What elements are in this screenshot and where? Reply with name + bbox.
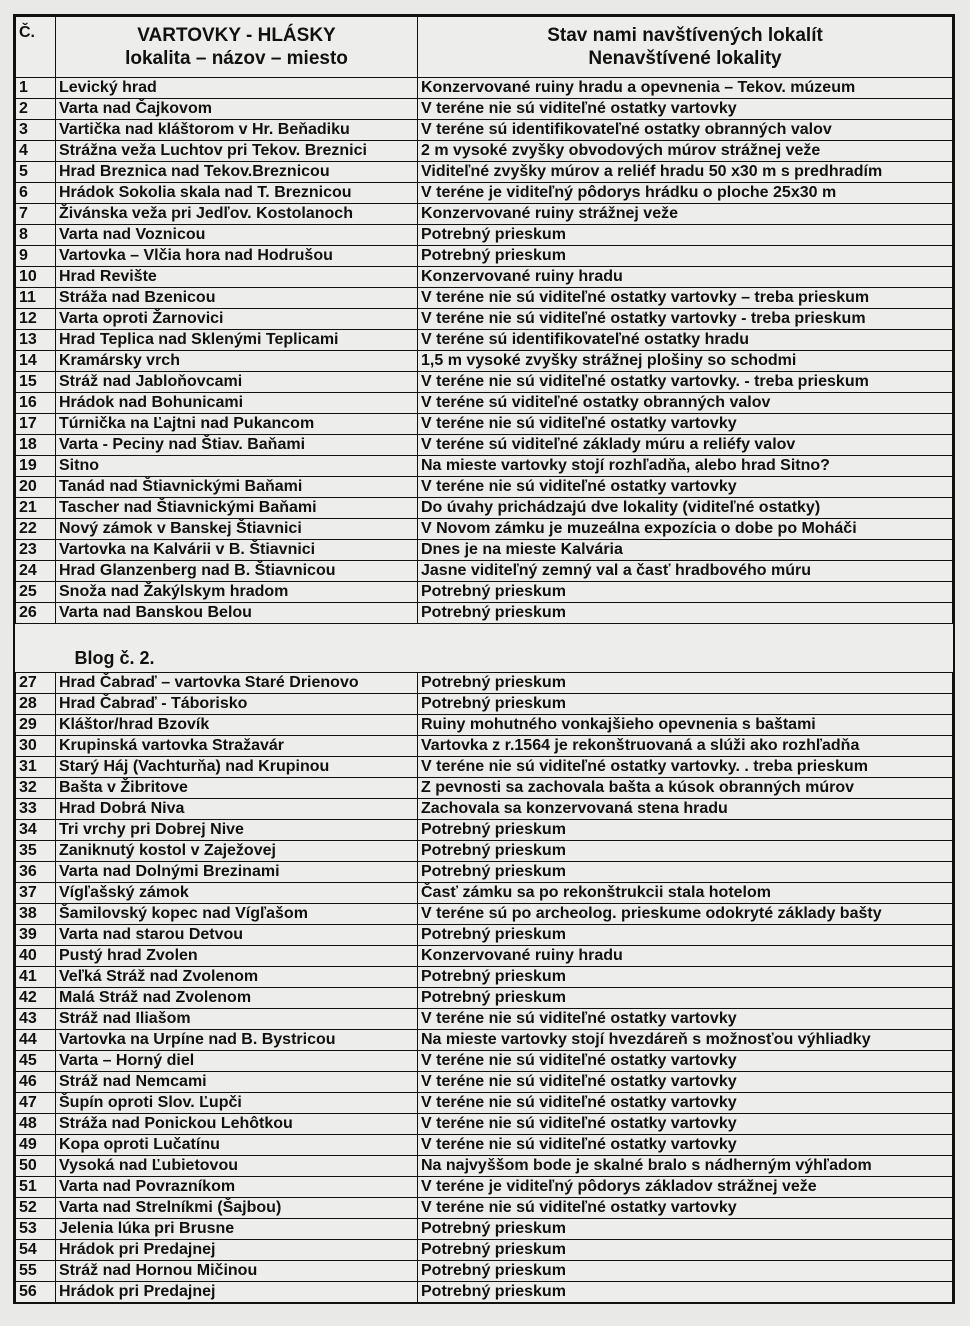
row-location-name: Šamilovský kopec nad Vígľašom <box>56 904 418 925</box>
table-row <box>16 1093 953 1114</box>
row-number: 2 <box>16 99 56 120</box>
row-location-name: Kramársky vrch <box>56 351 418 372</box>
row-status: V teréne nie sú viditeľné ostatky vartovky <box>418 1135 953 1156</box>
row-status: Potrebný prieskum <box>418 925 953 946</box>
locations-table <box>15 16 953 1303</box>
header-name <box>56 17 418 78</box>
row-location-name: Varta nad Čajkovom <box>56 99 418 120</box>
row-status: Potrebný prieskum <box>418 1282 953 1303</box>
row-location-name: Hrad Čabraď – vartovka Staré Drienovo <box>56 673 418 694</box>
row-status: V teréne nie sú viditeľné ostatky vartovky <box>418 1009 953 1030</box>
row-number: 29 <box>16 715 56 736</box>
row-status: Na mieste vartovky stojí rozhľadňa, alebo hrad Sitno? <box>418 456 953 477</box>
row-number: 5 <box>16 162 56 183</box>
row-number: 22 <box>16 519 56 540</box>
row-number: 13 <box>16 330 56 351</box>
table-row <box>16 309 953 330</box>
row-status: Na mieste vartovky stojí hvezdáreň s možnosťou výhliadky <box>418 1030 953 1051</box>
row-status: Potrebný prieskum <box>418 862 953 883</box>
table-row <box>16 736 953 757</box>
row-status: V teréne nie sú viditeľné ostatky vartovky <box>418 1198 953 1219</box>
header-name-line1: VARTOVKY - HLÁSKY <box>137 25 336 46</box>
row-number: 38 <box>16 904 56 925</box>
header-status-line1: Stav nami navštívených lokalít <box>547 25 823 46</box>
row-status: Zachovala sa konzervovaná stena hradu <box>418 799 953 820</box>
table-row <box>16 1198 953 1219</box>
table-row <box>16 414 953 435</box>
table-row <box>16 330 953 351</box>
row-status: V teréne nie sú viditeľné ostatky vartovky <box>418 1051 953 1072</box>
row-status: Potrebný prieskum <box>418 988 953 1009</box>
table-row <box>16 778 953 799</box>
table-row <box>16 673 953 694</box>
row-location-name: Hrádok Sokolia skala nad T. Breznicou <box>56 183 418 204</box>
table-row <box>16 372 953 393</box>
row-number: 50 <box>16 1156 56 1177</box>
blog-divider <box>16 624 953 673</box>
row-status: Potrebný prieskum <box>418 1261 953 1282</box>
row-number: 21 <box>16 498 56 519</box>
row-number: 33 <box>16 799 56 820</box>
row-status: V teréne je viditeľný pôdorys hrádku o ploche 25x30 m <box>418 183 953 204</box>
row-location-name: Vartovka na Urpíne nad B. Bystricou <box>56 1030 418 1051</box>
table-row <box>16 183 953 204</box>
table-row <box>16 603 953 624</box>
row-status: Potrebný prieskum <box>418 225 953 246</box>
table-row <box>16 946 953 967</box>
header-status-line2: Nenavštívené lokality <box>588 48 782 69</box>
table-row <box>16 694 953 715</box>
row-location-name: Bašta v Žibritove <box>56 778 418 799</box>
row-location-name: Nový zámok v Banskej Štiavnici <box>56 519 418 540</box>
table-row <box>16 99 953 120</box>
row-location-name: Starý Háj (Vachturňa) nad Krupinou <box>56 757 418 778</box>
row-status: 1,5 m vysoké zvyšky strážnej plošiny so schodmi <box>418 351 953 372</box>
row-number: 35 <box>16 841 56 862</box>
row-number: 54 <box>16 1240 56 1261</box>
row-location-name: Vartička nad kláštorom v Hr. Beňadiku <box>56 120 418 141</box>
row-location-name: Hrad Revište <box>56 267 418 288</box>
row-location-name: Snoža nad Žakýlskym hradom <box>56 582 418 603</box>
row-status: Viditeľné zvyšky múrov a reliéf hradu 50 x30 m s predhradím <box>418 162 953 183</box>
row-status: V teréne nie sú viditeľné ostatky vartovky. - treba prieskum <box>418 372 953 393</box>
header-number: Č. <box>16 17 56 78</box>
row-number: 23 <box>16 540 56 561</box>
table-row <box>16 1030 953 1051</box>
row-status: V teréne sú viditeľné základy múru a reliéfy valov <box>418 435 953 456</box>
row-status: Jasne viditeľný zemný val a časť hradbového múru <box>418 561 953 582</box>
row-location-name: Varta - Peciny nad Štiav. Baňami <box>56 435 418 456</box>
row-location-name: Varta nad Strelníkmi (Šajbou) <box>56 1198 418 1219</box>
row-location-name: Stráža nad Ponickou Lehôtkou <box>56 1114 418 1135</box>
row-number: 34 <box>16 820 56 841</box>
table-body-part2 <box>16 673 953 1303</box>
row-location-name: Jelenia lúka pri Brusne <box>56 1219 418 1240</box>
row-number: 45 <box>16 1051 56 1072</box>
row-status: Do úvahy prichádzajú dve lokality (viditeľné ostatky) <box>418 498 953 519</box>
table-row <box>16 267 953 288</box>
row-status: Potrebný prieskum <box>418 673 953 694</box>
table-row <box>16 1240 953 1261</box>
row-status: V teréne nie sú viditeľné ostatky vartovky <box>418 1093 953 1114</box>
table-row <box>16 435 953 456</box>
row-status: V teréne nie sú viditeľné ostatky vartovky <box>418 477 953 498</box>
row-location-name: Tanád nad Štiavnickými Baňami <box>56 477 418 498</box>
row-location-name: Sitno <box>56 456 418 477</box>
table-row <box>16 967 953 988</box>
table-row <box>16 1282 953 1303</box>
blog-heading: Blog č. 2. <box>74 648 155 668</box>
row-status: Potrebný prieskum <box>418 582 953 603</box>
row-number: 52 <box>16 1198 56 1219</box>
row-location-name: Šupín oproti Slov. Ľupči <box>56 1093 418 1114</box>
row-number: 26 <box>16 603 56 624</box>
row-number: 7 <box>16 204 56 225</box>
row-number: 17 <box>16 414 56 435</box>
row-number: 24 <box>16 561 56 582</box>
row-status: Potrebný prieskum <box>418 246 953 267</box>
row-location-name: Vartovka na Kalvárii v B. Štiavnici <box>56 540 418 561</box>
table-row <box>16 498 953 519</box>
table-row <box>16 1177 953 1198</box>
row-location-name: Kláštor/hrad Bzovík <box>56 715 418 736</box>
table-row <box>16 1114 953 1135</box>
row-location-name: Hrádok pri Predajnej <box>56 1282 418 1303</box>
row-status: V teréne sú identifikovateľné ostatky hradu <box>418 330 953 351</box>
row-number: 42 <box>16 988 56 1009</box>
row-status: 2 m vysoké zvyšky obvodových múrov strážnej veže <box>418 141 953 162</box>
table-row <box>16 1219 953 1240</box>
row-number: 6 <box>16 183 56 204</box>
table-row <box>16 288 953 309</box>
table-row <box>16 862 953 883</box>
row-number: 56 <box>16 1282 56 1303</box>
row-location-name: Krupinská vartovka Stražavár <box>56 736 418 757</box>
row-number: 55 <box>16 1261 56 1282</box>
row-location-name: Vysoká nad Ľubietovou <box>56 1156 418 1177</box>
table-row <box>16 225 953 246</box>
table-row <box>16 477 953 498</box>
table-row <box>16 204 953 225</box>
row-number: 53 <box>16 1219 56 1240</box>
row-number: 47 <box>16 1093 56 1114</box>
row-location-name: Tri vrchy pri Dobrej Nive <box>56 820 418 841</box>
row-status: V teréne nie sú viditeľné ostatky vartovky <box>418 1072 953 1093</box>
row-number: 10 <box>16 267 56 288</box>
row-location-name: Vartovka – Vlčia hora nad Hodrušou <box>56 246 418 267</box>
row-status: V teréne nie sú viditeľné ostatky vartovky <box>418 1114 953 1135</box>
row-location-name: Vígľašský zámok <box>56 883 418 904</box>
row-status: V teréne nie sú viditeľné ostatky vartovky. . treba prieskum <box>418 757 953 778</box>
table-row <box>16 841 953 862</box>
row-location-name: Stráž nad Jabloňovcami <box>56 372 418 393</box>
row-status: V teréne nie sú viditeľné ostatky vartovky - treba prieskum <box>418 309 953 330</box>
row-number: 36 <box>16 862 56 883</box>
row-status: Potrebný prieskum <box>418 841 953 862</box>
table-row <box>16 988 953 1009</box>
row-number: 14 <box>16 351 56 372</box>
row-status: Na najvyššom bode je skalné bralo s nádherným výhľadom <box>418 1156 953 1177</box>
row-number: 44 <box>16 1030 56 1051</box>
table-row <box>16 883 953 904</box>
row-number: 8 <box>16 225 56 246</box>
table-header-row <box>16 17 953 78</box>
document-sheet <box>13 14 955 1304</box>
header-name-line2: lokalita – názov – miesto <box>125 48 348 69</box>
row-number: 43 <box>16 1009 56 1030</box>
row-location-name: Varta nad Voznicou <box>56 225 418 246</box>
table-row <box>16 246 953 267</box>
row-status: Potrebný prieskum <box>418 820 953 841</box>
row-number: 51 <box>16 1177 56 1198</box>
row-number: 19 <box>16 456 56 477</box>
row-status: Konzervované ruiny hradu <box>418 267 953 288</box>
row-status: V teréne nie sú viditeľné ostatky vartovky <box>418 99 953 120</box>
table-row <box>16 1009 953 1030</box>
table-row <box>16 820 953 841</box>
row-status: Dnes je na mieste Kalvária <box>418 540 953 561</box>
table-row <box>16 715 953 736</box>
row-location-name: Hrad Teplica nad Sklenými Teplicami <box>56 330 418 351</box>
table-row <box>16 582 953 603</box>
blog-heading-row <box>16 624 953 673</box>
row-number: 4 <box>16 141 56 162</box>
table-row <box>16 1051 953 1072</box>
table-row <box>16 561 953 582</box>
row-number: 30 <box>16 736 56 757</box>
row-location-name: Hrádok nad Bohunicami <box>56 393 418 414</box>
row-status: Potrebný prieskum <box>418 694 953 715</box>
row-location-name: Stráž nad Iliašom <box>56 1009 418 1030</box>
row-status: Z pevnosti sa zachovala bašta a kúsok obranných múrov <box>418 778 953 799</box>
row-number: 37 <box>16 883 56 904</box>
row-status: Potrebný prieskum <box>418 1219 953 1240</box>
table-row <box>16 78 953 99</box>
row-location-name: Levický hrad <box>56 78 418 99</box>
table-row <box>16 757 953 778</box>
row-number: 12 <box>16 309 56 330</box>
row-location-name: Varta – Horný diel <box>56 1051 418 1072</box>
row-number: 39 <box>16 925 56 946</box>
table-row <box>16 120 953 141</box>
row-location-name: Stráža nad Bzenicou <box>56 288 418 309</box>
row-number: 20 <box>16 477 56 498</box>
row-number: 31 <box>16 757 56 778</box>
row-location-name: Živánska veža pri Jedľov. Kostolanoch <box>56 204 418 225</box>
row-number: 18 <box>16 435 56 456</box>
row-status: V teréne nie sú viditeľné ostatky vartovky – treba prieskum <box>418 288 953 309</box>
table-row <box>16 540 953 561</box>
table-body-part1 <box>16 78 953 624</box>
header-status <box>418 17 953 78</box>
row-status: V teréne sú viditeľné ostatky obranných valov <box>418 393 953 414</box>
row-location-name: Veľká Stráž nad Zvolenom <box>56 967 418 988</box>
row-location-name: Stráž nad Nemcami <box>56 1072 418 1093</box>
row-location-name: Stráž nad Hornou Mičinou <box>56 1261 418 1282</box>
table-row <box>16 904 953 925</box>
table-row <box>16 1072 953 1093</box>
row-location-name: Varta nad Dolnými Brezinami <box>56 862 418 883</box>
row-location-name: Zaniknutý kostol v Zaježovej <box>56 841 418 862</box>
row-status: Vartovka z r.1564 je rekonštruovaná a slúži ako rozhľadňa <box>418 736 953 757</box>
row-number: 16 <box>16 393 56 414</box>
table-row <box>16 456 953 477</box>
row-number: 40 <box>16 946 56 967</box>
row-status: V teréne nie sú viditeľné ostatky vartovky <box>418 414 953 435</box>
row-status: Konzervované ruiny hradu <box>418 946 953 967</box>
row-location-name: Hrádok pri Predajnej <box>56 1240 418 1261</box>
row-location-name: Varta nad Banskou Belou <box>56 603 418 624</box>
row-location-name: Hrad Breznica nad Tekov.Breznicou <box>56 162 418 183</box>
table-row <box>16 925 953 946</box>
table-row <box>16 162 953 183</box>
row-location-name: Malá Stráž nad Zvolenom <box>56 988 418 1009</box>
row-number: 49 <box>16 1135 56 1156</box>
row-status: Potrebný prieskum <box>418 603 953 624</box>
row-number: 15 <box>16 372 56 393</box>
row-status: V teréne je viditeľný pôdorys základov strážnej veže <box>418 1177 953 1198</box>
table-row <box>16 1156 953 1177</box>
table-row <box>16 1261 953 1282</box>
row-location-name: Hrad Dobrá Niva <box>56 799 418 820</box>
row-location-name: Varta nad Povrazníkom <box>56 1177 418 1198</box>
row-status: Ruiny mohutného vonkajšieho opevnenia s baštami <box>418 715 953 736</box>
row-location-name: Varta oproti Žarnovici <box>56 309 418 330</box>
row-location-name: Tascher nad Štiavnickými Baňami <box>56 498 418 519</box>
row-location-name: Kopa oproti Lučatínu <box>56 1135 418 1156</box>
row-number: 11 <box>16 288 56 309</box>
row-status: Konzervované ruiny hradu a opevnenia – Tekov. múzeum <box>418 78 953 99</box>
row-location-name: Varta nad starou Detvou <box>56 925 418 946</box>
table-row <box>16 799 953 820</box>
row-status: V teréne sú po archeolog. prieskume odokryté základy bašty <box>418 904 953 925</box>
blog-spacer-num <box>16 624 56 673</box>
table-row <box>16 519 953 540</box>
row-location-name: Pustý hrad Zvolen <box>56 946 418 967</box>
table-row <box>16 141 953 162</box>
table-row <box>16 1135 953 1156</box>
row-location-name: Túrnička na Ľajtni nad Pukancom <box>56 414 418 435</box>
row-number: 41 <box>16 967 56 988</box>
row-number: 1 <box>16 78 56 99</box>
row-status: Potrebný prieskum <box>418 967 953 988</box>
row-number: 25 <box>16 582 56 603</box>
row-number: 46 <box>16 1072 56 1093</box>
row-status: Časť zámku sa po rekonštrukcii stala hotelom <box>418 883 953 904</box>
row-location-name: Strážna veža Luchtov pri Tekov. Breznici <box>56 141 418 162</box>
row-status: Potrebný prieskum <box>418 1240 953 1261</box>
row-location-name: Hrad Čabraď - Táborisko <box>56 694 418 715</box>
blog-heading-cell <box>56 624 953 673</box>
table-row <box>16 351 953 372</box>
row-status: V teréne sú identifikovateľné ostatky obranných valov <box>418 120 953 141</box>
row-number: 28 <box>16 694 56 715</box>
row-location-name: Hrad Glanzenberg nad B. Štiavnicou <box>56 561 418 582</box>
row-status: Konzervované ruiny strážnej veže <box>418 204 953 225</box>
row-status: V Novom zámku je muzeálna expozícia o dobe po Moháči <box>418 519 953 540</box>
row-number: 3 <box>16 120 56 141</box>
row-number: 48 <box>16 1114 56 1135</box>
row-number: 27 <box>16 673 56 694</box>
row-number: 9 <box>16 246 56 267</box>
table-row <box>16 393 953 414</box>
row-number: 32 <box>16 778 56 799</box>
